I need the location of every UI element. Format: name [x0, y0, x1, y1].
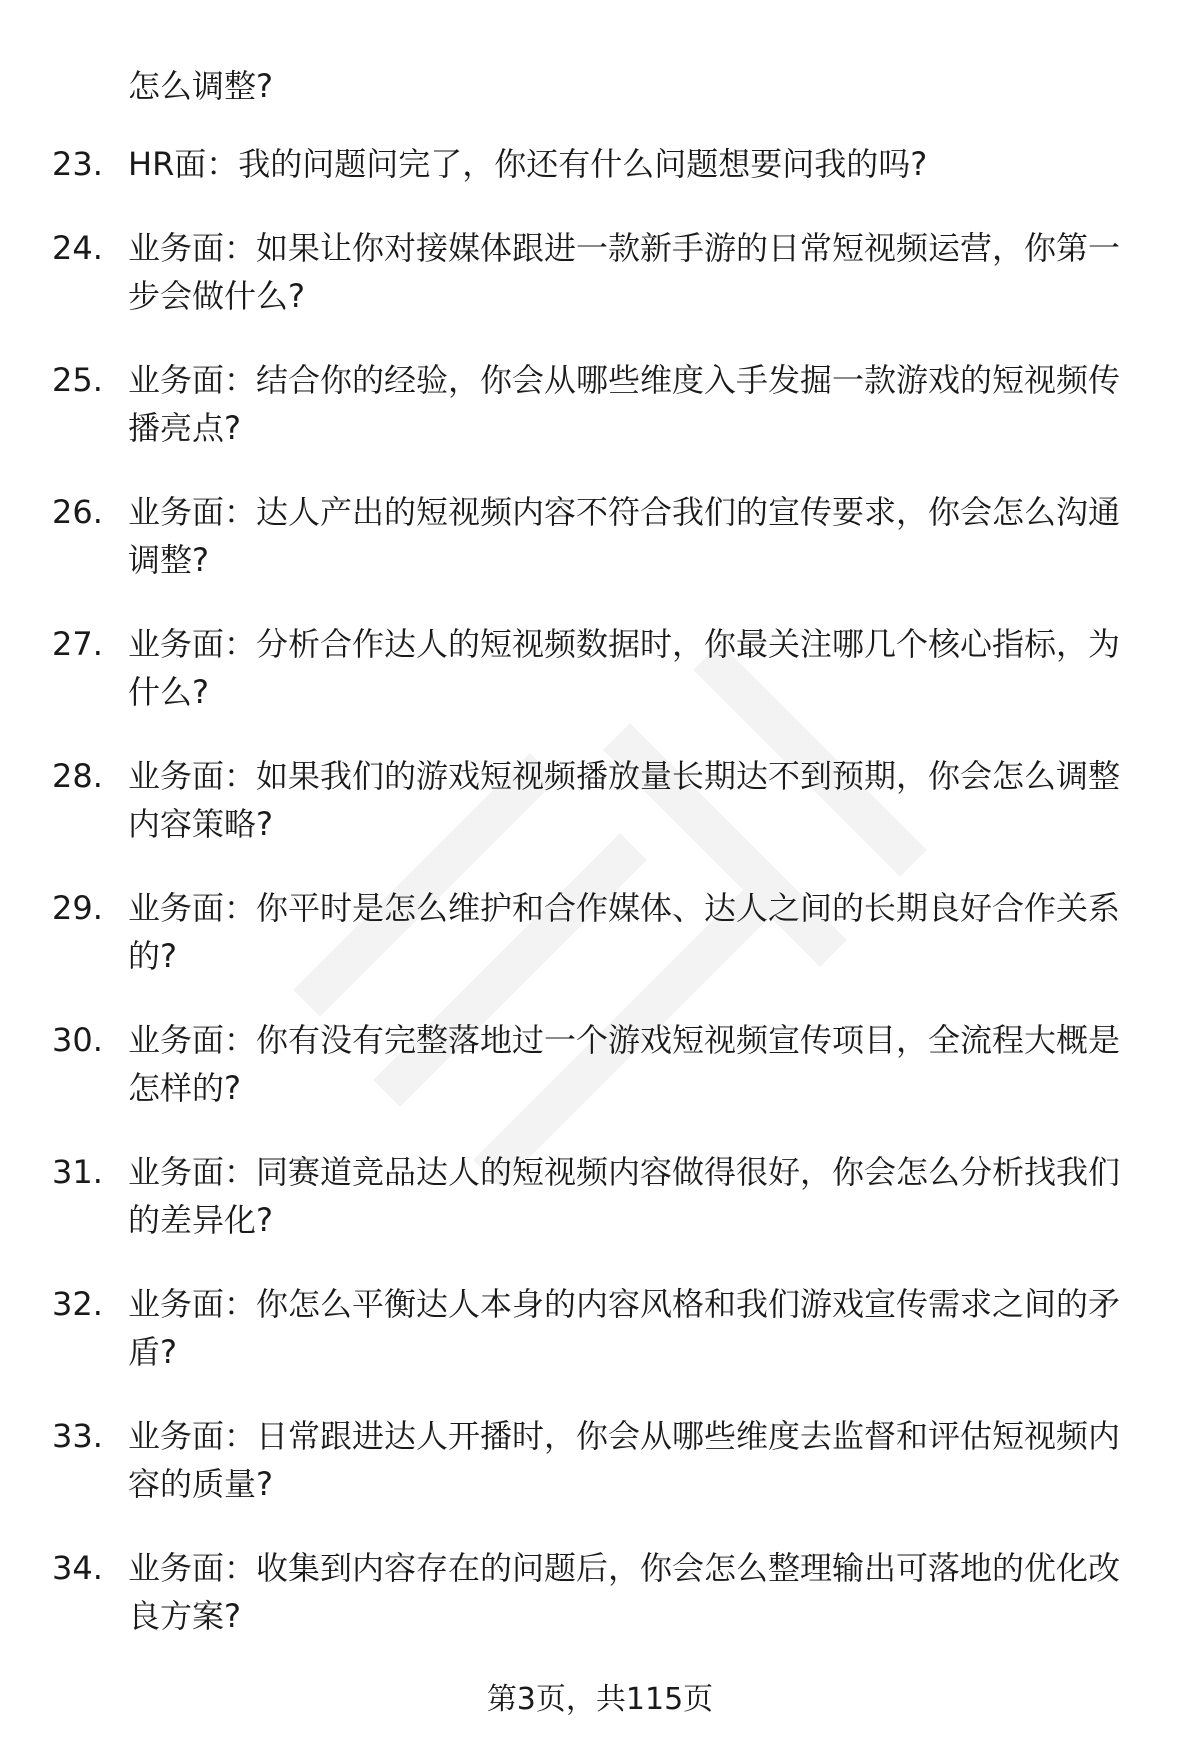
question-number: 24.	[52, 229, 103, 267]
question-list	[0, 140, 1200, 1676]
question-item	[0, 1148, 1200, 1244]
question-item	[0, 356, 1200, 452]
question-number: 25.	[52, 361, 103, 399]
question-number: 26.	[52, 493, 103, 531]
question-item	[0, 620, 1200, 716]
question-item	[0, 1412, 1200, 1508]
question-number: 34.	[52, 1549, 103, 1587]
question-text: 业务面：收集到内容存在的问题后，你会怎么整理输出可落地的优化改良方案?	[128, 1549, 1121, 1635]
question-item	[0, 224, 1200, 320]
question-number: 27.	[52, 625, 103, 663]
question-item	[0, 1016, 1200, 1112]
question-item	[0, 884, 1200, 980]
continuation-text: 怎么调整?	[128, 67, 273, 105]
question-number: 31.	[52, 1153, 103, 1191]
question-text: 业务面：达人产出的短视频内容不符合我们的宣传要求，你会怎么沟通调整?	[128, 493, 1121, 579]
question-text: 业务面：你有没有完整落地过一个游戏短视频宣传项目，全流程大概是怎样的?	[128, 1021, 1121, 1107]
question-number: 29.	[52, 889, 103, 927]
question-text: HR面：我的问题问完了，你还有什么问题想要问我的吗?	[128, 145, 928, 183]
question-item	[0, 1544, 1200, 1640]
page-footer: 第3页，共115页	[486, 1682, 714, 1717]
question-item	[0, 488, 1200, 584]
question-item	[0, 140, 1200, 188]
question-text: 业务面：如果让你对接媒体跟进一款新手游的日常短视频运营，你第一步会做什么?	[128, 229, 1121, 315]
question-number: 30.	[52, 1021, 103, 1059]
question-number: 32.	[52, 1285, 103, 1323]
question-text: 业务面：日常跟进达人开播时，你会从哪些维度去监督和评估短视频内容的质量?	[128, 1417, 1121, 1503]
question-text: 业务面：你平时是怎么维护和合作媒体、达人之间的长期良好合作关系的?	[128, 889, 1121, 975]
question-number: 23.	[52, 145, 103, 183]
question-item	[0, 1280, 1200, 1376]
question-text: 业务面：分析合作达人的短视频数据时，你最关注哪几个核心指标，为什么?	[128, 625, 1121, 711]
question-number: 33.	[52, 1417, 103, 1455]
question-number: 28.	[52, 757, 103, 795]
question-text: 业务面：同赛道竞品达人的短视频内容做得很好，你会怎么分析找我们的差异化?	[128, 1153, 1121, 1239]
question-text: 业务面：结合你的经验，你会从哪些维度入手发掘一款游戏的短视频传播亮点?	[128, 361, 1121, 447]
question-item	[0, 752, 1200, 848]
question-text: 业务面：如果我们的游戏短视频播放量长期达不到预期，你会怎么调整内容策略?	[128, 757, 1121, 843]
question-text: 业务面：你怎么平衡达人本身的内容风格和我们游戏宣传需求之间的矛盾?	[128, 1285, 1121, 1371]
